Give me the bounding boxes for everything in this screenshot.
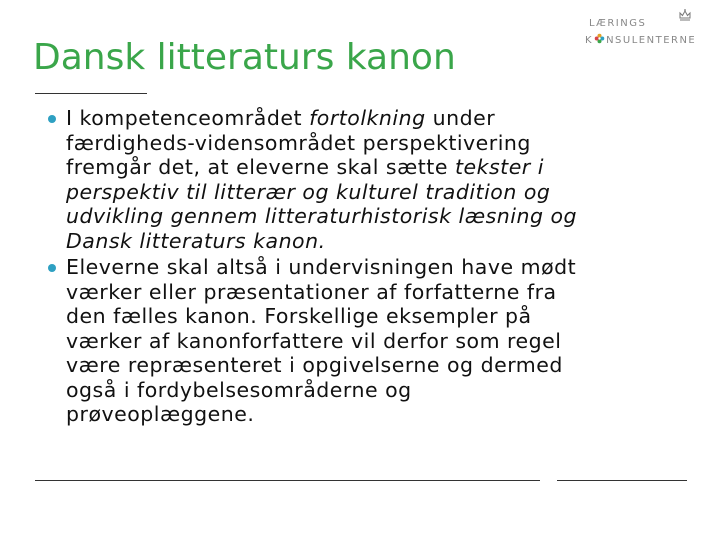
italic-text-run: Dansk litteraturs kanon. — [66, 228, 326, 253]
italic-text-run: perspektiv til litterær og kulturel tradition og — [66, 179, 551, 204]
bullet-list — [48, 106, 698, 427]
slide-title: Dansk litteraturs kanon — [33, 37, 456, 78]
bullet-dot — [48, 115, 56, 123]
text-run: også i fordybelsesområderne og — [66, 377, 412, 402]
text-run: I kompetenceområdet — [66, 106, 310, 130]
flower-icon — [594, 33, 605, 44]
text-line — [66, 378, 698, 403]
text-run: værker eller præsentationer af forfatterne fra — [66, 279, 557, 304]
crown-icon — [678, 8, 692, 22]
text-run: den fælles kanon. Forskellige eksempler på — [66, 304, 532, 328]
text-line — [66, 155, 698, 180]
text-line — [66, 329, 698, 354]
logo-text-k: K — [585, 35, 594, 46]
logo-text-line1: LÆRINGS — [589, 18, 647, 29]
bullet-dot — [48, 264, 56, 272]
logo-text-line2 — [585, 33, 696, 46]
text-line — [66, 402, 698, 427]
bullet-text — [66, 106, 698, 253]
company-logo — [585, 8, 695, 48]
title-divider — [35, 93, 147, 94]
text-line — [66, 229, 698, 254]
text-run: Eleverne skal altså i undervisningen have mødt — [66, 255, 577, 279]
text-line — [66, 106, 698, 131]
text-line — [66, 255, 698, 280]
text-run: værker af kanonforfattere vil derfor som regel — [66, 328, 562, 353]
bullet-item-2 — [48, 255, 698, 427]
logo-text-rest: NSULENTERNE — [606, 35, 697, 46]
italic-text-run: fortolkning — [309, 106, 426, 130]
text-line — [66, 280, 698, 305]
text-line — [66, 180, 698, 205]
text-run: færdigheds-vidensområdet perspektivering — [66, 130, 531, 155]
footer-divider-right — [557, 480, 687, 481]
text-line — [66, 304, 698, 329]
text-run: fremgår det, at eleverne skal sætte — [66, 155, 455, 179]
text-run: prøveoplæggene. — [66, 402, 255, 426]
text-run: under — [425, 106, 496, 130]
italic-text-run: tekster i — [454, 155, 544, 179]
text-line — [66, 353, 698, 378]
text-run: være repræsenteret i opgivelserne og dermed — [66, 353, 563, 377]
footer-divider-left — [35, 480, 540, 481]
bullet-text — [66, 255, 698, 427]
text-line — [66, 204, 698, 229]
bullet-item-1 — [48, 106, 698, 253]
italic-text-run: udvikling gennem litteraturhistorisk læsning og — [66, 204, 578, 228]
text-line — [66, 131, 698, 156]
